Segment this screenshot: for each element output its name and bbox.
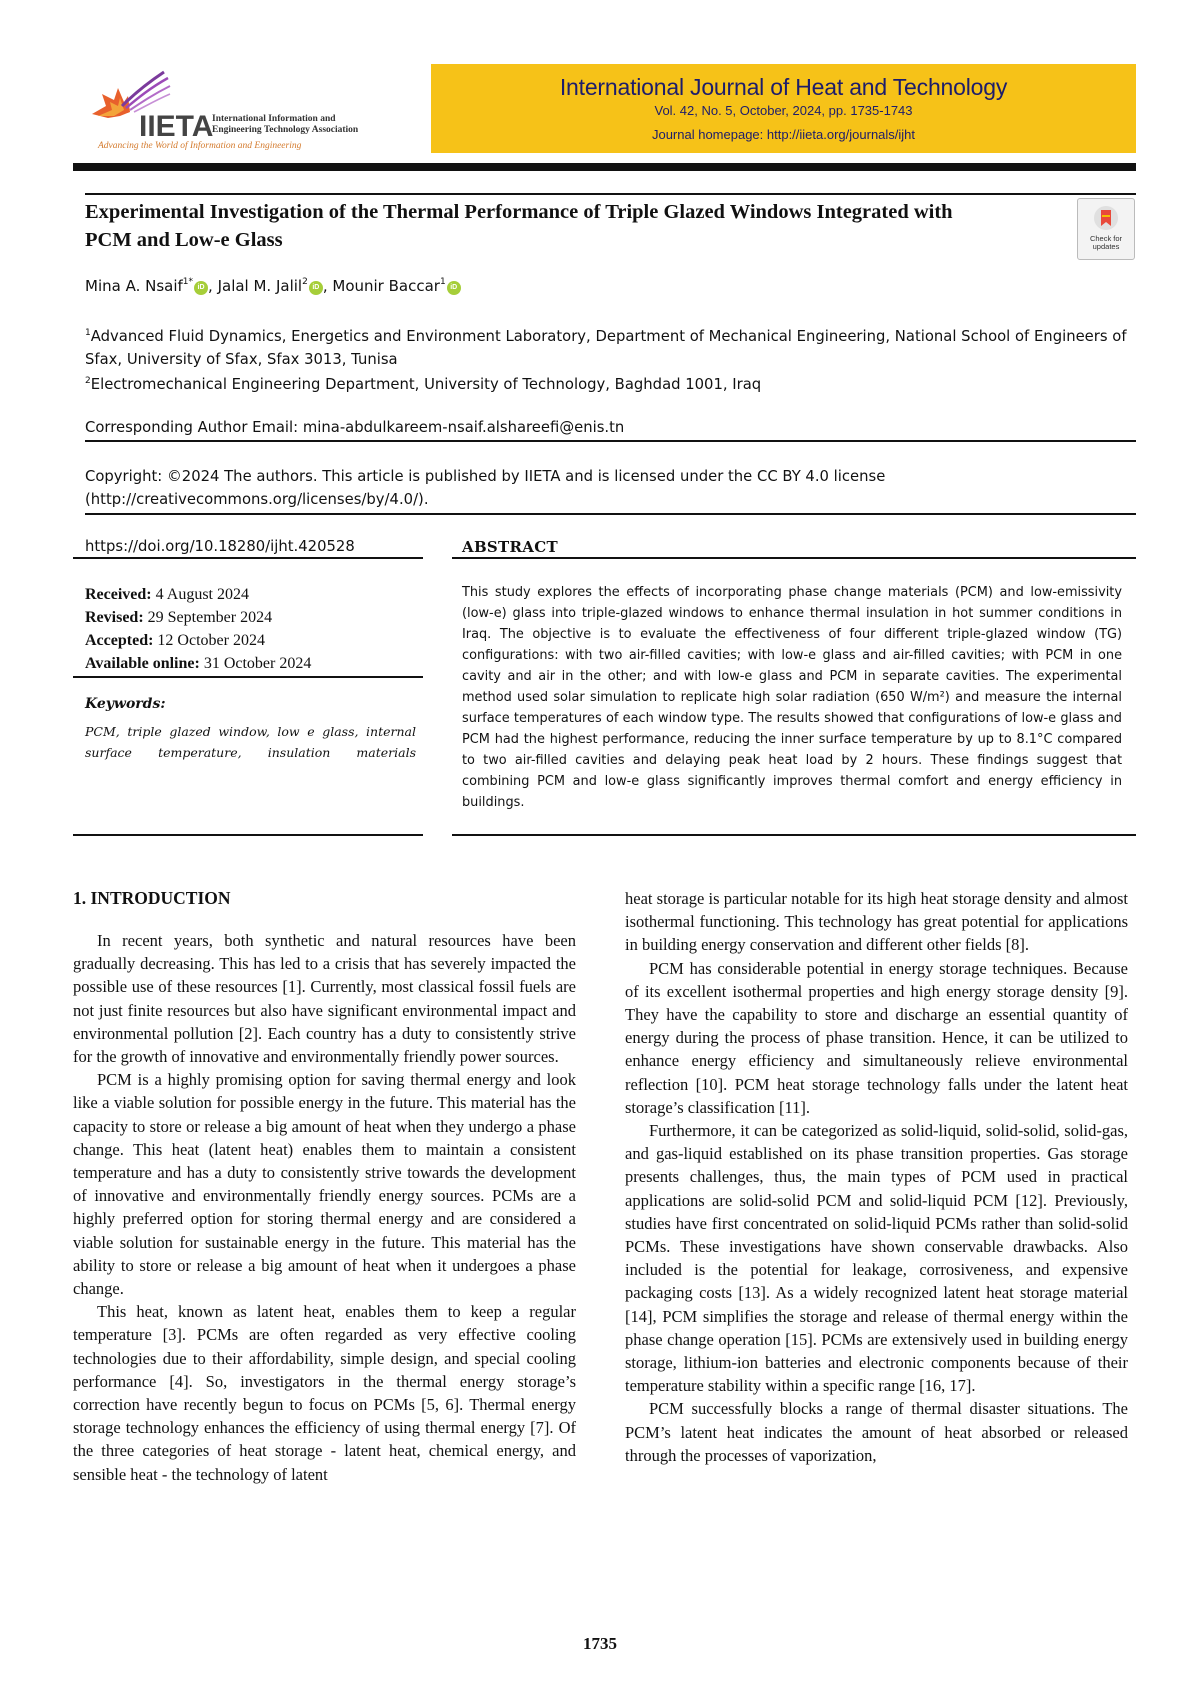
abstract-heading: ABSTRACT [462,538,558,556]
page-number: 1735 [583,1634,617,1653]
article-dates [85,583,311,675]
check-for-updates-button[interactable]: Check for updates [1077,198,1135,260]
header-rule [73,163,1136,171]
publisher-name: International Information and Engineering Technology Association [212,114,359,135]
journal-volume: Vol. 42, No. 5, October, 2024, pp. 1735-1743 [654,103,913,118]
journal-banner [431,64,1136,153]
author-affiliation-mark: 1 [439,277,446,287]
paragraph: PCM is a highly promising option for saving thermal energy and look like a viable solution for possible energy in the future. This material has the capacity to store or release a big amount of heat when they undergo a phase change. This heat (latent heat) enables them to maintain a consistent temperature and has a duty to consistently strive towards the development of innovative and environmentally friendly energy sources. PCMs are a highly preferred option for storing thermal energy and are considered a viable solution for sustainable energy in the future. This material has the ability to store or release a big amount of heat when it undergoes a phase change. [73,1070,576,1299]
affiliation-2: $^2$Electromechanical Engineering Department, University of Technology, Baghdad 1001, Iraq [85,376,762,393]
paragraph: In recent years, both synthetic and natural resources have been gradually decreasing. This has led to a crisis that has severely impacted the possible use of these resources [1]. Currently, most classical fossil fuels are not just finite resources but also have significant environmental impact and environmental pollution [2]. Each country has a duty to consistently strive for the growth of innovative and environmentally friendly power sources. [73,931,576,1067]
abstract-bottom-rule [452,834,1136,836]
corresponding-email-link[interactable]: mina-abdulkareem-nsaif.alshareefi@enis.tn [302,419,625,436]
publisher-tagline: Advancing the World of Information and Engineering [98,141,302,151]
author-name: Mounir Baccar [332,277,440,295]
bookmark-update-icon [1093,205,1119,231]
corr-rule [85,440,1136,442]
body-column-left [73,929,576,1486]
journal-homepage-link[interactable]: Journal homepage: http://iieta.org/journals/ijht [651,127,916,142]
author-list: Mina A. Nsaif$^{1*}$iD , Jalal M. Jalil$^2$iD , Mounir Baccar$^1$iD [85,277,461,295]
dates-rule [73,676,423,678]
paragraph: PCM has considerable potential in energy storage techniques. Because of its excellent isothermal properties and high energy storage density [9]. They have the capability to store and discharge an essential quantity of energy during the process of phase transition. Hence, it can be utilized to enhance energy efficiency and simultaneously relieve environmental reflection [10]. PCM heat storage technology falls under the latent heat storage’s classification [11]. [625,958,1128,1117]
keywords-label: Keywords: [85,696,166,712]
date-available-online: Available online: 31 October 2024 [85,655,312,672]
paper-title: Experimental Investigation of the Thermal Performance of Triple Glazed Windows Integrated with PCM and Low-e Glass [85,201,953,251]
author-affiliation-mark: 2 [302,277,308,287]
doi-link[interactable]: https://doi.org/10.18280/ijht.420528 [85,538,355,555]
date-accepted: Accepted: 12 October 2024 [85,632,265,649]
orcid-icon[interactable]: iD [309,281,323,295]
abstract-text: This study explores the effects of incorporating phase change materials (PCM) and low-emissivity (low-e) glass into triple-glazed windows to enhance thermal insulation in hot summer conditions in Iraq. The objective is to evaluate the effectiveness of four different triple-glazed window (TG) configurations: with two air-filled cavities; with low-e glass and air-filled cavities; with PCM in one cavity and air in the other; and with low-e glass and PCM in separate cavities. The experimental method used solar simulation to replicate high solar radiation (650 W/m²) and measure the internal surface temperatures of each window type. The results showed that configurations of low-e glass and PCM had the highest performance, reducing the inner surface temperature by up to 8.1°C compared to two air-filled cavities and delaying peak heat load by 2 hours. These findings suggest that combining PCM and low-e glass significantly improves thermal comfort and energy efficiency in buildings. [462,585,1122,810]
paragraph: This heat, known as latent heat, enables them to keep a regular temperature [3]. PCMs are often regarded as very effective cooling technologies due to their affordability, simple design, and special cooling performance [4]. So, investigators in the thermal energy storage’s correction have recently begun to focus on PCMs [5, 6]. Thermal energy storage technology enhances the efficiency of using thermal energy [7]. Of the three categories of heat storage - latent heat, chemical energy, and sensible heat - the technology of latent [73,1302,576,1484]
paragraph: PCM successfully blocks a range of thermal disaster situations. The PCM’s latent heat indicates the amount of heat absorbed or released through the processes of vaporization, [625,1399,1128,1465]
keywords-rule [73,834,423,836]
journal-title: International Journal of Heat and Technology [559,74,1008,100]
abstract-head-rule [452,557,1136,559]
paragraph: Furthermore, it can be categorized as solid-liquid, solid-solid, solid-gas, and gas-liquid established on its phase transition properties. Gas storage presents challenges, thus, the main types of PCM used in practical applications are solid-solid PCM and solid-liquid PCM [12]. Previously, studies have first concentrated on solid-liquid PCMs rather than solid-solid PCMs. These investigations have shown conservable drawbacks. Also included is the potential for leakage, corrosiveness, and expensive packaging costs [13]. As a widely recognized latent heat storage material [14], PCM simplifies the storage and release of thermal energy within the phase change operation [15]. PCMs are extensively used in building energy storage, lithium-ion batteries and electronic components because of their temperature stability within a specific range [16, 17]. [625,1121,1128,1396]
author-affiliation-mark: 1* [182,277,194,287]
author-name: Jalal M. Jalil [217,277,303,295]
copyright-notice: Copyright: ©2024 The authors. This article is published by IIETA and is licensed under the CC BY 4.0 license (http://creativecommons.org/licenses/by/4.0/). [85,468,886,508]
copyright-rule [85,513,1136,515]
date-received: Received: 4 August 2024 [85,586,249,603]
orcid-icon[interactable]: iD [194,281,208,295]
keywords-text: PCM, triple glazed window, low e glass, internal surface temperature, insulation materials [85,724,416,760]
affiliation-1: $^1$Advanced Fluid Dynamics, Energetics and Environment Laboratory, Department of Mechanical Engineering, National School of Engineers of Sfax, University of Sfax, Sfax 3013, Tunisa [85,328,1127,368]
title-top-rule [85,193,1136,195]
doi-rule [73,557,423,559]
publisher-acronym: IIETA [139,110,214,143]
corresponding-author: Corresponding Author Email: mina-abdulkareem-nsaif.alshareefi@enis.tn [85,419,625,436]
author-name: Mina A. Nsaif [85,277,183,295]
section-heading-introduction: 1. INTRODUCTION [73,888,231,908]
paragraph: heat storage is particular notable for its high heat storage density and almost isothermal functioning. This technology has great potential for applications in building energy conservation and different other fields [8]. [625,889,1128,955]
date-revised: Revised: 29 September 2024 [85,609,273,626]
body-column-right [625,887,1128,1467]
publisher-logo [84,66,414,156]
orcid-icon[interactable]: iD [447,281,461,295]
